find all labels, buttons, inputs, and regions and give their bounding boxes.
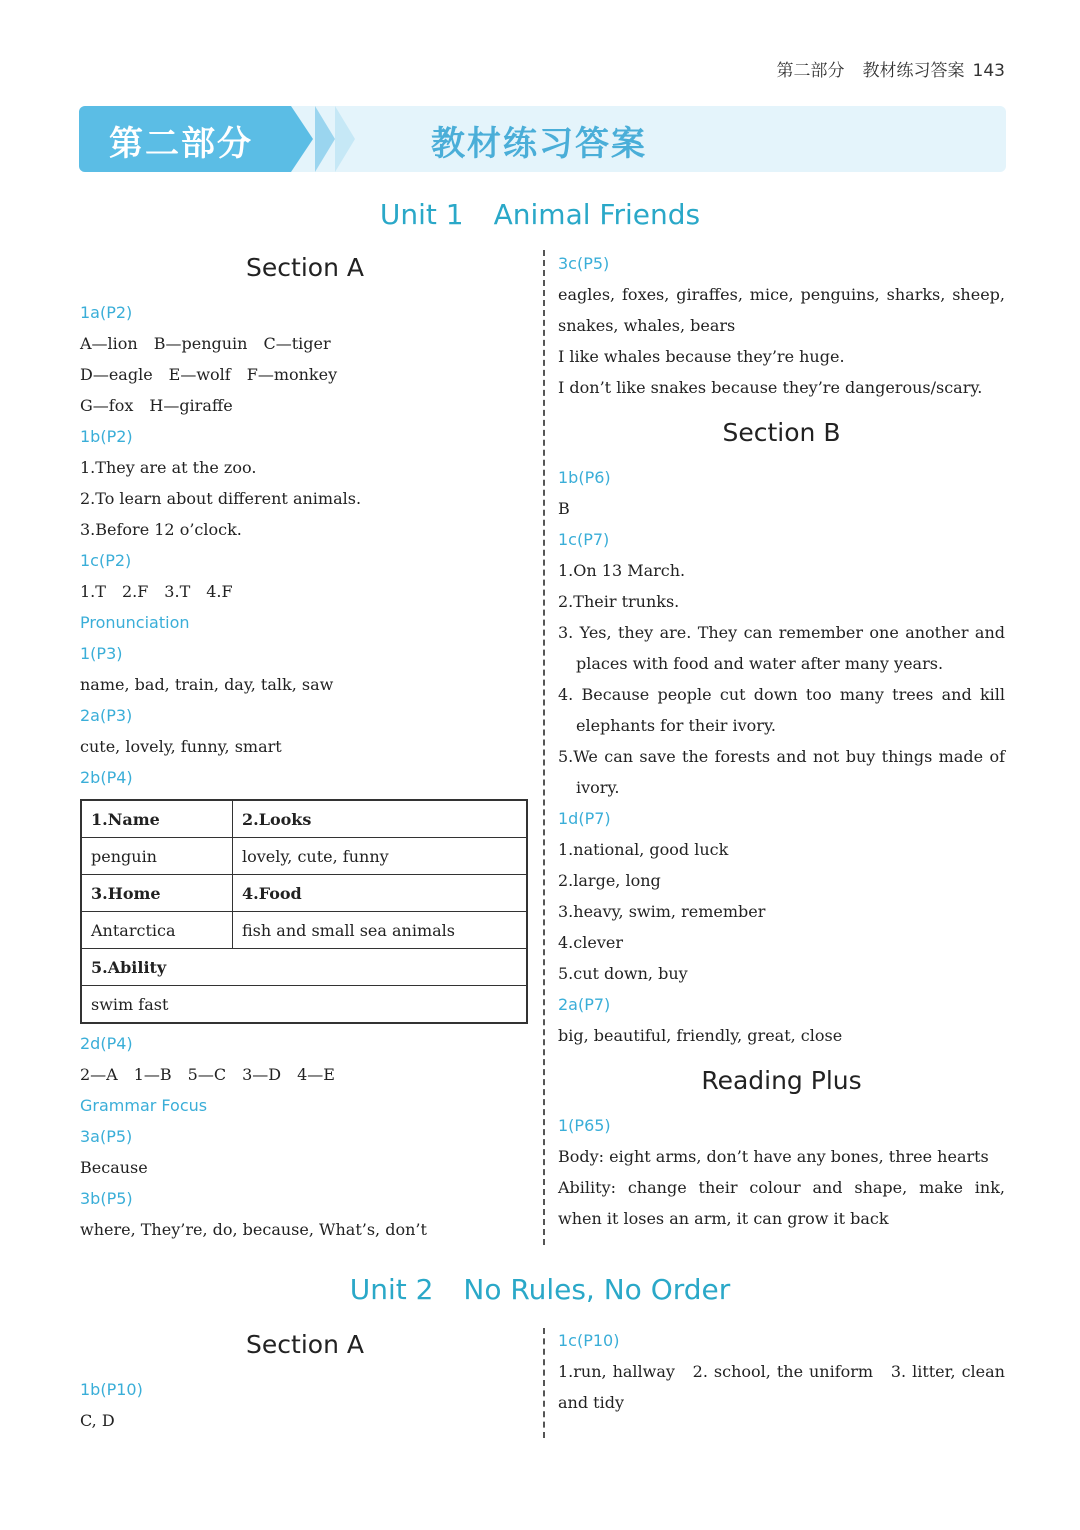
answer-line: 2.To learn about different animals. — [80, 489, 362, 508]
answer-line: 2.Their trunks. — [558, 592, 680, 611]
question-label: 1b(P6) — [558, 468, 611, 487]
answer-paragraph: eagles, foxes, giraffes, mice, penguins, sharks, sheep, snakes, whales, bears — [558, 285, 1005, 335]
answer-line: 3.heavy, swim, remember — [558, 902, 766, 921]
table-header-cell: 2.Looks — [233, 800, 528, 838]
question-label: 1b(P10) — [80, 1380, 143, 1399]
unit1-right-column — [558, 248, 1005, 1234]
question-label: 3b(P5) — [80, 1189, 133, 1208]
table-cell: fish and small sea animals — [233, 912, 528, 949]
answer-line: G—fox H—giraffe — [80, 396, 233, 415]
subheading: Pronunciation — [80, 613, 190, 632]
part-banner — [79, 106, 1006, 172]
subheading: Grammar Focus — [80, 1096, 208, 1115]
unit2-title — [0, 1273, 1080, 1306]
unit1-left-column — [80, 252, 530, 1245]
question-label: 1b(P2) — [80, 427, 133, 446]
question-label: 2a(P7) — [558, 995, 611, 1014]
unit2-number: Unit 2 — [349, 1273, 434, 1306]
table-cell: penguin — [81, 838, 233, 875]
answer-line: cute, lovely, funny, smart — [80, 737, 282, 756]
answer-paragraph: 3. Yes, they are. They can remember one another and places with food and water after many years. — [558, 623, 1005, 673]
unit2-right-column — [558, 1325, 1005, 1418]
question-label: 3c(P5) — [558, 254, 610, 273]
answer-line: 5.cut down, buy — [558, 964, 688, 983]
question-label: 1d(P7) — [558, 809, 611, 828]
answer-line: big, beautiful, friendly, great, close — [558, 1026, 843, 1045]
table-header-cell: 1.Name — [81, 800, 233, 838]
answer-line: 3.Before 12 o’clock. — [80, 520, 242, 539]
chevron-right-icon — [315, 106, 335, 172]
table-header-cell: 5.Ability — [81, 949, 527, 986]
question-label: 1a(P2) — [80, 303, 133, 322]
question-label: 1c(P2) — [80, 551, 132, 570]
unit1-title — [0, 198, 1080, 231]
table-cell: lovely, cute, funny — [233, 838, 528, 875]
section-heading: Reading Plus — [701, 1066, 862, 1095]
table-cell: swim fast — [81, 986, 527, 1024]
answer-line: 1.national, good luck — [558, 840, 729, 859]
answer-line: I don’t like snakes because they’re dangerous/scary. — [558, 378, 983, 397]
chevron-right-icon — [335, 106, 355, 172]
answer-line: 4.clever — [558, 933, 623, 952]
column-divider — [543, 1328, 545, 1438]
answer-line: where, They’re, do, because, What’s, don’t — [80, 1220, 427, 1239]
answer-paragraph: 5.We can save the forests and not buy things made of ivory. — [558, 747, 1005, 797]
answer-line: Because — [80, 1158, 148, 1177]
unit2-name: No Rules, No Order — [463, 1273, 731, 1306]
answer-line: 2.large, long — [558, 871, 661, 890]
running-header — [777, 56, 1005, 81]
answer-line: C, D — [80, 1411, 115, 1430]
answer-line: 2—A 1—B 5—C 3—D 4—E — [80, 1065, 335, 1084]
question-label: 2a(P3) — [80, 706, 133, 725]
question-label: 1c(P7) — [558, 530, 610, 549]
banner-part-label: 第二部分 — [109, 124, 253, 164]
page-number: 143 — [972, 61, 1005, 81]
unit1-name: Animal Friends — [493, 198, 701, 231]
table-header-cell: 4.Food — [233, 875, 528, 912]
question-label: 2b(P4) — [80, 768, 133, 787]
question-label: 1(P65) — [558, 1116, 611, 1135]
banner-title: 教材练习答案 — [431, 124, 647, 164]
question-label: 1c(P10) — [558, 1331, 620, 1350]
answer-line: D—eagle E—wolf F—monkey — [80, 365, 338, 384]
header-title: 教材练习答案 — [862, 61, 965, 81]
column-divider — [543, 250, 545, 1245]
answer-paragraph: 1.run, hallway 2. school, the uniform 3. litter, clean and tidy — [558, 1362, 1005, 1412]
answer-line: 1.T 2.F 3.T 4.F — [80, 582, 233, 601]
table-cell: Antarctica — [81, 912, 233, 949]
section-heading: Section B — [722, 418, 841, 447]
header-part: 第二部分 — [776, 61, 845, 81]
answer-paragraph: 4. Because people cut down too many trees and kill elephants for their ivory. — [558, 685, 1005, 735]
answer-table — [80, 799, 528, 1024]
answer-line: B — [558, 499, 570, 518]
unit1-number: Unit 1 — [379, 198, 464, 231]
section-heading: Section A — [246, 253, 364, 282]
question-label: 2d(P4) — [80, 1034, 133, 1053]
table-header-cell: 3.Home — [81, 875, 233, 912]
question-label: 3a(P5) — [80, 1127, 133, 1146]
question-label: 1(P3) — [80, 644, 123, 663]
answer-line: A—lion B—penguin C—tiger — [80, 334, 331, 353]
answer-line: 1.On 13 March. — [558, 561, 686, 580]
banner-arrow-icon — [291, 106, 313, 172]
answer-line: Body: eight arms, don’t have any bones, three hearts — [558, 1147, 989, 1166]
section-heading: Section A — [246, 1330, 364, 1359]
unit2-left-column — [80, 1329, 530, 1436]
answer-line: 1.They are at the zoo. — [80, 458, 257, 477]
answer-line: I like whales because they’re huge. — [558, 347, 845, 366]
answer-line: name, bad, train, day, talk, saw — [80, 675, 334, 694]
answer-paragraph: Ability: change their colour and shape, make ink, when it loses an arm, it can grow it back — [558, 1178, 1005, 1228]
